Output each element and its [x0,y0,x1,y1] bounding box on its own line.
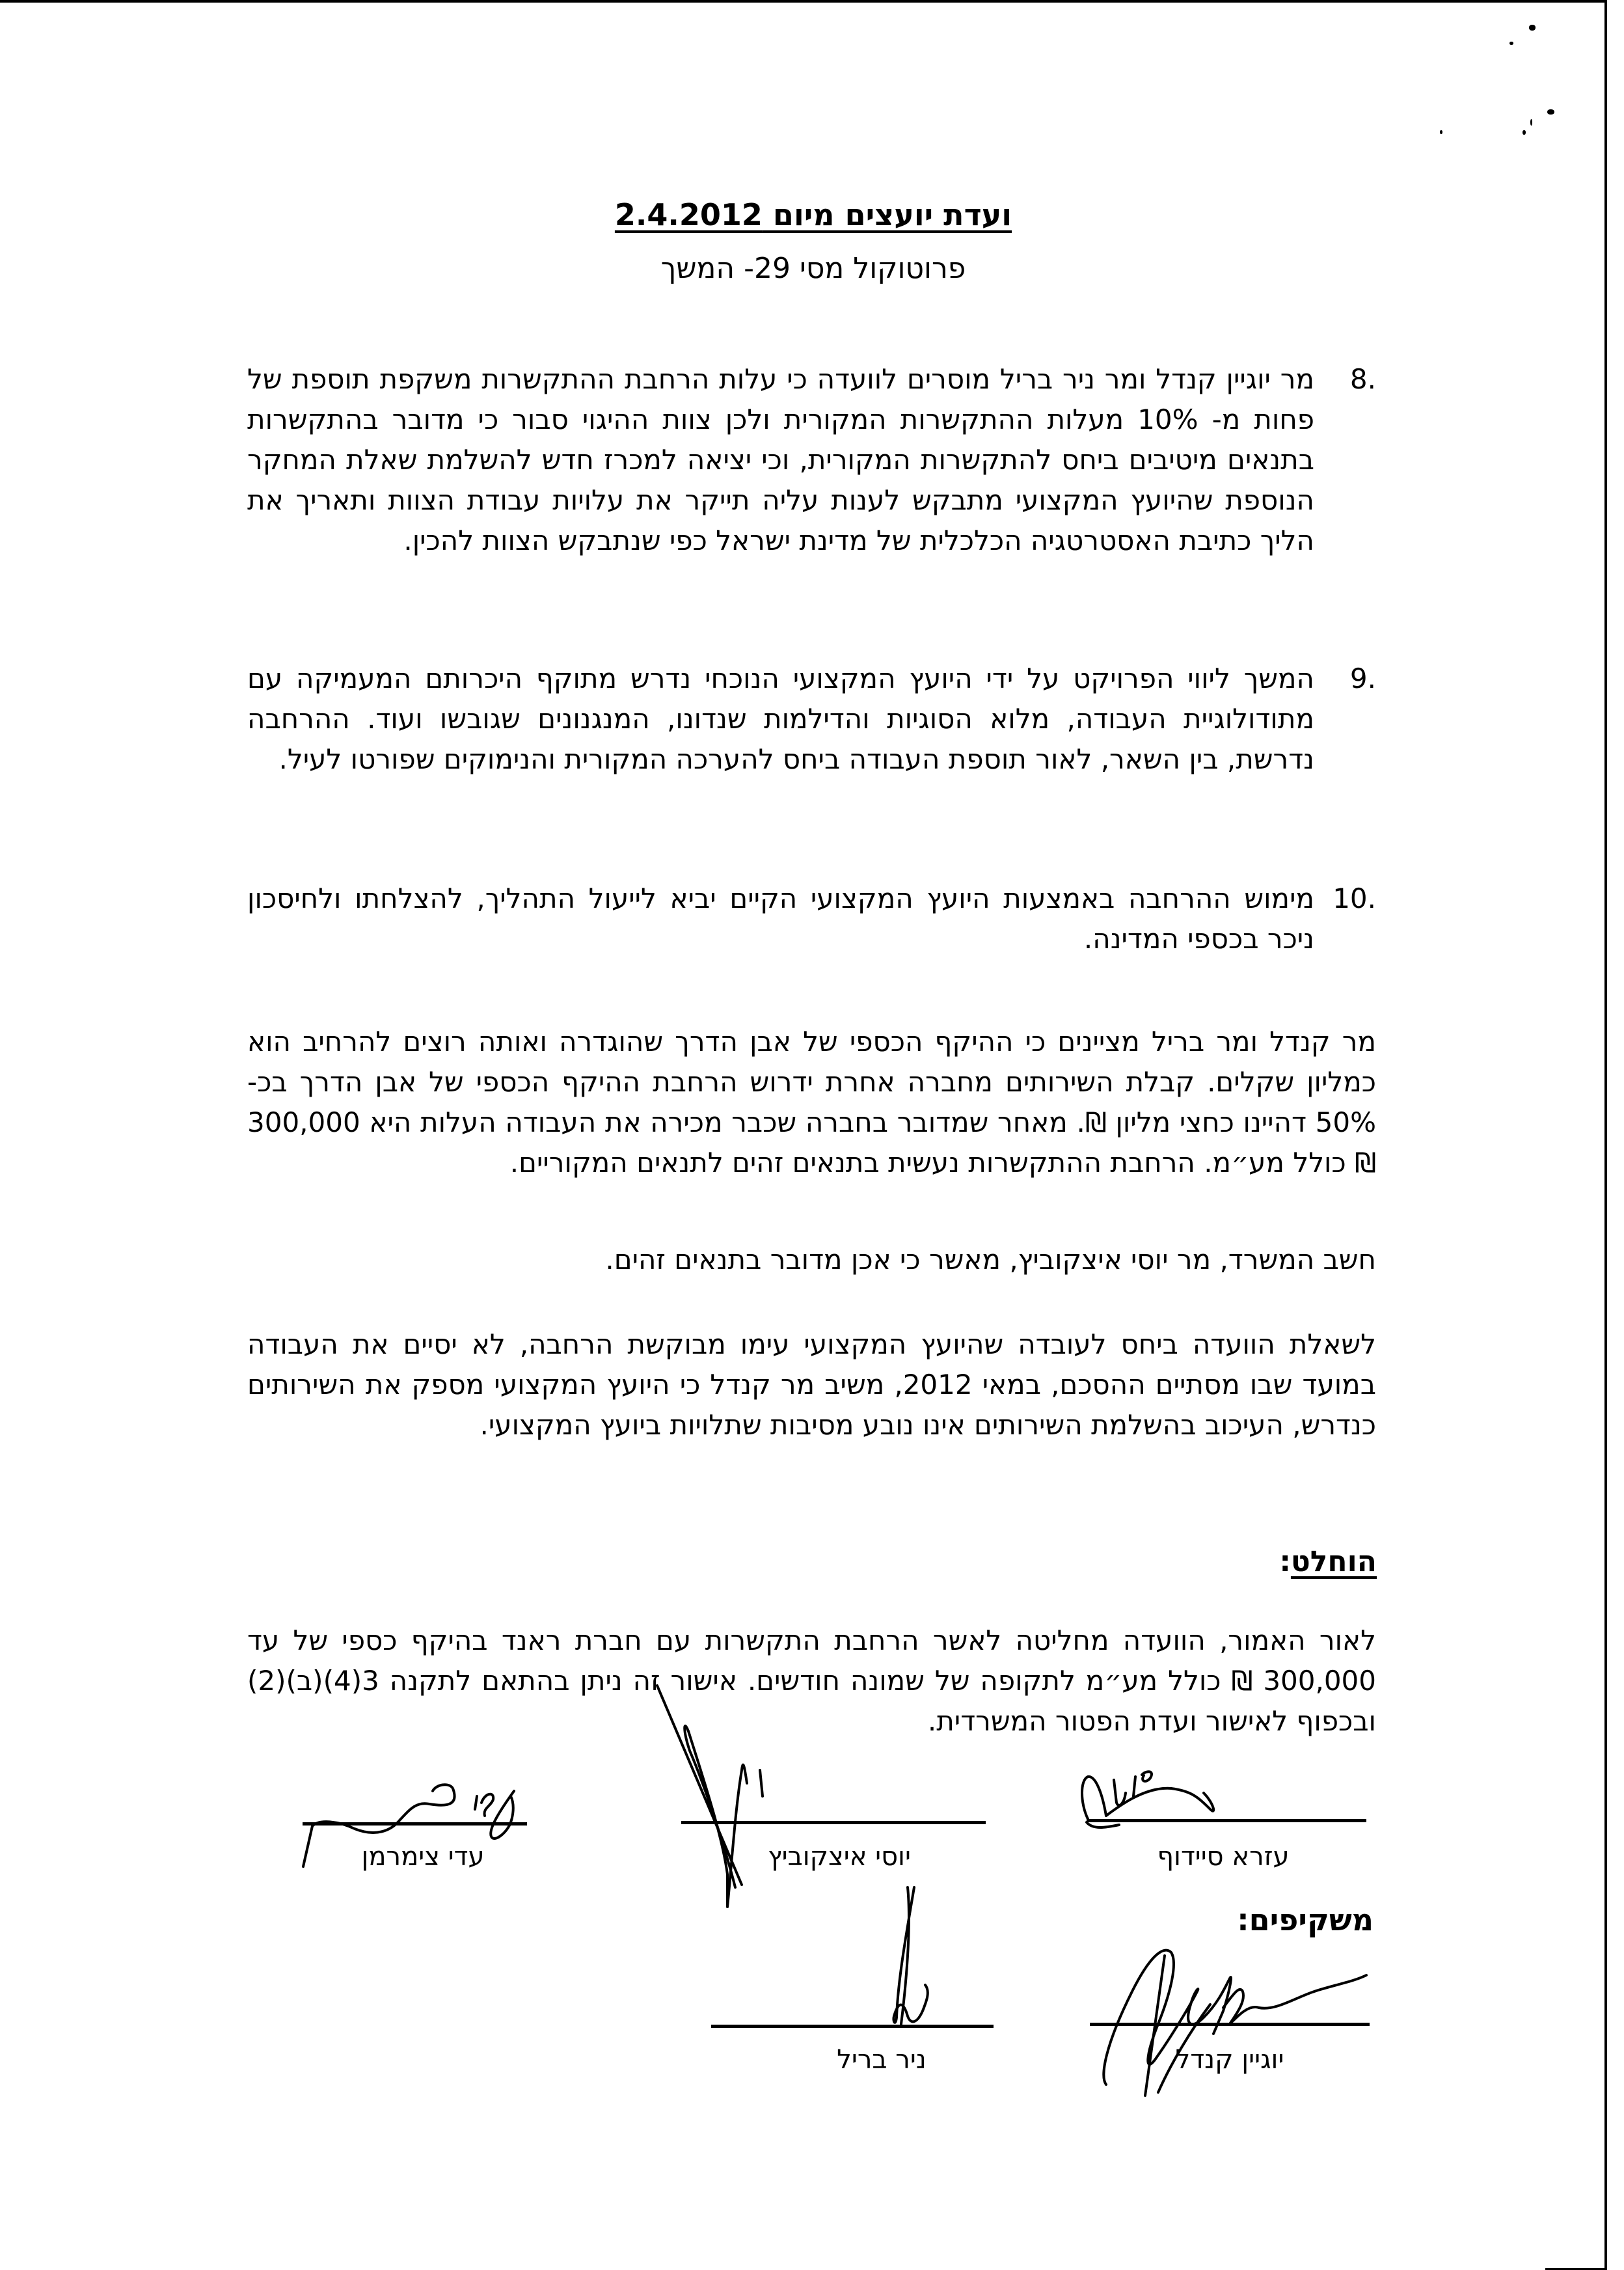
scan-speck [1522,130,1526,135]
scan-speck [1530,119,1532,126]
signature-line [1087,1819,1366,1822]
item-text: המשך ליווי הפרויקט על ידי היועץ המקצועי הנוכחי נדרש מתוקף היכרותם המעמיקה עם מתודולוגיית העבודה, מלוא הסוגיות והדילמות שנדונו, המנגנונים שגובשו ועוד. ההרחבה נדרשת, בין השאר, לאור תוספת העבודה ביחס להערכה המקורית והנימוקים שפורטו לעיל. [247,663,1314,775]
signature-nir-brill [893,1887,927,2024]
scan-speck [1547,109,1554,115]
item-text: מימוש ההרחבה באמצעות היועץ המקצועי הקיים יביא לייעול התהליך, להצלחתו ולחיסכון ניכר בכספי המדינה. [247,882,1314,955]
protocol-subtitle: פרוטוקול מסי 29- המשך [660,252,966,285]
signatory-name: יוסי איצקוביץ [768,1842,911,1872]
observer-name: יוגיין קנדל [1175,2045,1284,2075]
scan-border-top [0,0,1607,3]
document-title [455,195,1171,234]
scan-speck [1440,130,1442,134]
item-9 [247,659,1376,780]
item-8 [247,359,1376,561]
resolution-heading [1279,1542,1377,1581]
resolution-text: לאור האמור, הוועדה מחליטה לאשר הרחבת התקשרות עם חברת ראנד בהיקף כספי של עד 300,000 ₪ כולל מע״מ לתקופה של שמונה חודשים. אישור זה ניתן בהתאם לתקנה 3(4)(ב)(2) ובכפוף לאישור ועדת הפטור המשרדית. [247,1624,1376,1737]
resolution-heading-text: הוחלט [1290,1545,1377,1578]
scan-border-right [1604,0,1607,2268]
item-text: מר יוגיין קנדל ומר ניר בריל מוסרים לוועדה כי עלות הרחבת ההתקשרות משקפת תוספת של פחות מ- 10% מעלות ההתקשרות המקורית ולכן צוות ההיגוי סבור כי מדובר בהתקשרות בתנאים מיטיבים ביחס להתקשרות המקורית, וכי יציאה למכרז חדש להשלמת שאלת המחקר הנוספת שהיועץ המקצועי מתבקש לענות עליה תייקר את עלויות עבודת הצוות ותאריך את הליך כתיבת האסטרטגיה הכלכלית של מדינת ישראל כפי שנתבקש הצוות להכין. [247,363,1314,556]
observer-name: ניר בריל [837,2045,927,2075]
scan-speck [1529,25,1536,31]
signature-line [681,1821,986,1824]
paragraph-scope: מר קנדל ומר בריל מציינים כי ההיקף הכספי של אבן הדרך שהוגדרה ואותה רוצים להרחיב הוא כמליון שקלים. קבלת השירותים מחברה אחרת ידרוש הרחבת ההיקף הכספי של אבן הדרך בכ- 50% דהיינו כחצי מליון ₪. מאחר שמדובר בחברה שכבר מכירה את העבודה העלות היא 300,000 ₪ כולל מע״מ. הרחבת ההתקשרות נעשית בתנאים זהים לתנאים המקוריים. [247,1026,1376,1179]
scan-speck [1509,42,1513,45]
signature-line [303,1822,527,1826]
item-number: .8 [1349,363,1376,395]
paragraph-treasurer: חשב המשרד, מר יוסי איצקוביץ, מאשר כי אכן מדובר בתנאים זהים. [605,1244,1376,1276]
signatory-name: עזרא סיידוף [1157,1842,1290,1872]
signature-adi-zimmerman-initials [475,1791,514,1839]
observers-heading: משקיפים: [1237,1902,1374,1937]
document-title-text: ועדת יועצים מיום 2.4.2012 [614,197,1012,232]
signatory-name: עדי צימרמן [361,1842,485,1872]
item-number: .9 [1349,663,1376,694]
signature-line [1090,2023,1370,2026]
item-10 [247,879,1376,959]
signature-line [711,2025,994,2028]
paragraph-committee-question: לשאלת הוועדה ביחס לעובדה שהיועץ המקצועי עימו מבוקשת הרחבה, לא יסיים את העבודה במועד שבו מסתיים ההסכם, במאי 2012, משיב מר קנדל כי היועץ המקצועי מספק את השירותים כנדרש, העיכוב בהשלמת השירותים אינו נובע מסיבות שתלויות ביועץ המקצועי. [247,1328,1376,1441]
item-number: .10 [1333,882,1376,914]
resolution-heading-colon: : [1279,1545,1291,1578]
